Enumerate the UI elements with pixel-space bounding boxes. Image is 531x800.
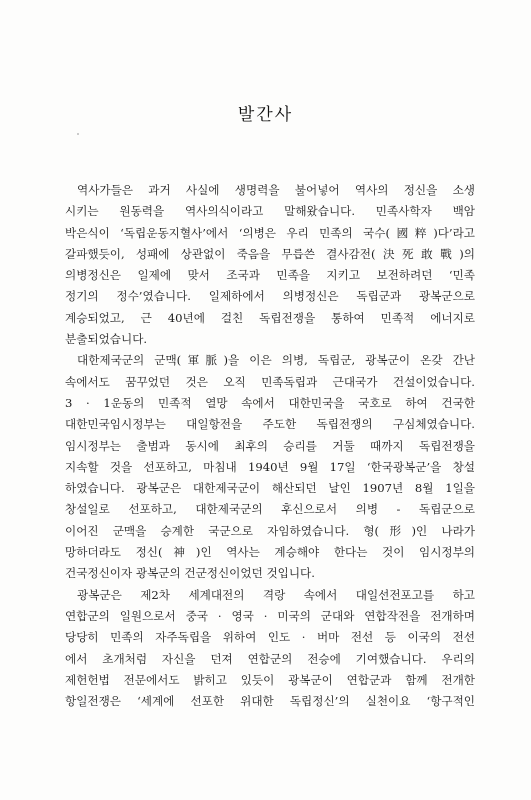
scan-speck — [77, 133, 79, 135]
text-line: 계승되었고, 근 40년에 걸친 독립전쟁을 통하여 민족적 에너지로 — [65, 310, 475, 325]
text-line: 창설일로 선포하고, 대한제국군의 후신으로서 의병 - 독립군으로 — [65, 502, 475, 517]
text-line: 속에서도 꿈꾸었던 것은 오직 민족독립과 근대국가 건설이었습니다. — [65, 374, 475, 389]
text-line: 연합군의 일원으로서 중국 · 영국 · 미국의 군대와 연합작전을 전개하며 — [65, 608, 475, 623]
text-line: 건국정신이자 광복군의 건군정신이었던 것입니다. — [65, 566, 315, 581]
text-line: 제헌헌법 전문에서도 밝히고 있듯이 광복군이 연합군과 함께 전개한 — [65, 672, 475, 687]
text-line: 지속할 것을 선포하고, 마침내 1940년 9월 17일 ‘한국광복군’을 창설 — [65, 459, 475, 474]
text-line: 대한제국군의 군맥(軍脈)을 이은 의병, 독립군, 광복군이 온갖 간난 — [77, 353, 475, 368]
text-line: 박은식이 ‘독립운동지혈사’에서 ‘의병은 우리 민족의 국수(國粹)다’라고 — [65, 225, 475, 240]
text-line: 하였습니다. 광복군은 대한제국군이 해산되던 날인 1907년 8월 1일을 — [65, 481, 475, 496]
text-line: 항일전쟁은 ‘세계에 선포한 위대한 독립정신’의 실천이요 ‘항구적인 — [65, 694, 475, 709]
text-line: 임시정부는 출범과 동시에 최후의 승리를 거둘 때까지 독립전쟁을 — [65, 438, 475, 453]
text-line: 대한민국임시정부는 대일항전을 주도한 독립전쟁의 구심체였습니다. — [65, 417, 475, 432]
text-line: 분출되었습니다. — [65, 332, 148, 347]
text-line: 갈파했듯이, 성패에 상관없이 죽음을 무릅쓴 결사감전(決死敢戰)의 — [65, 246, 475, 261]
body-text — [65, 180, 475, 712]
text-line: 의병정신은 일제에 맞서 조국과 민족을 지키고 보전하려던 ‘민족 — [65, 268, 475, 283]
text-line: 망하더라도 정신(神)인 역사는 계승해야 한다는 것이 임시정부의 — [65, 545, 475, 560]
text-line: 광복군은 제2차 세계대전의 격랑 속에서 대일선전포고를 하고 — [77, 587, 475, 602]
text-line: 이어진 군맥을 승계한 국군으로 자임하였습니다. 형(形)인 나라가 — [65, 523, 475, 538]
text-line: 시키는 원동력을 역사의식이라고 말해왔습니다. 민족사학자 백암 — [65, 204, 475, 219]
page-title: 발간사 — [237, 105, 294, 125]
text-line: 당당히 민족의 자주독립을 위하여 인도 · 버마 전선 등 이국의 전선 — [65, 630, 475, 645]
text-line: 정기의 정수’였습니다. 일제하에서 의병정신은 독립군과 광복군으로 — [65, 289, 475, 304]
text-line: 3 · 1운동의 민족적 열망 속에서 대한민국을 국호로 하여 건국한 — [65, 395, 475, 410]
text-line: 에서 초개처럼 자신을 던져 연합군의 전승에 기여했습니다. 우리의 — [65, 651, 475, 666]
text-line: 역사가들은 과거 사실에 생명력을 불어넣어 역사의 정신을 소생 — [77, 183, 475, 197]
